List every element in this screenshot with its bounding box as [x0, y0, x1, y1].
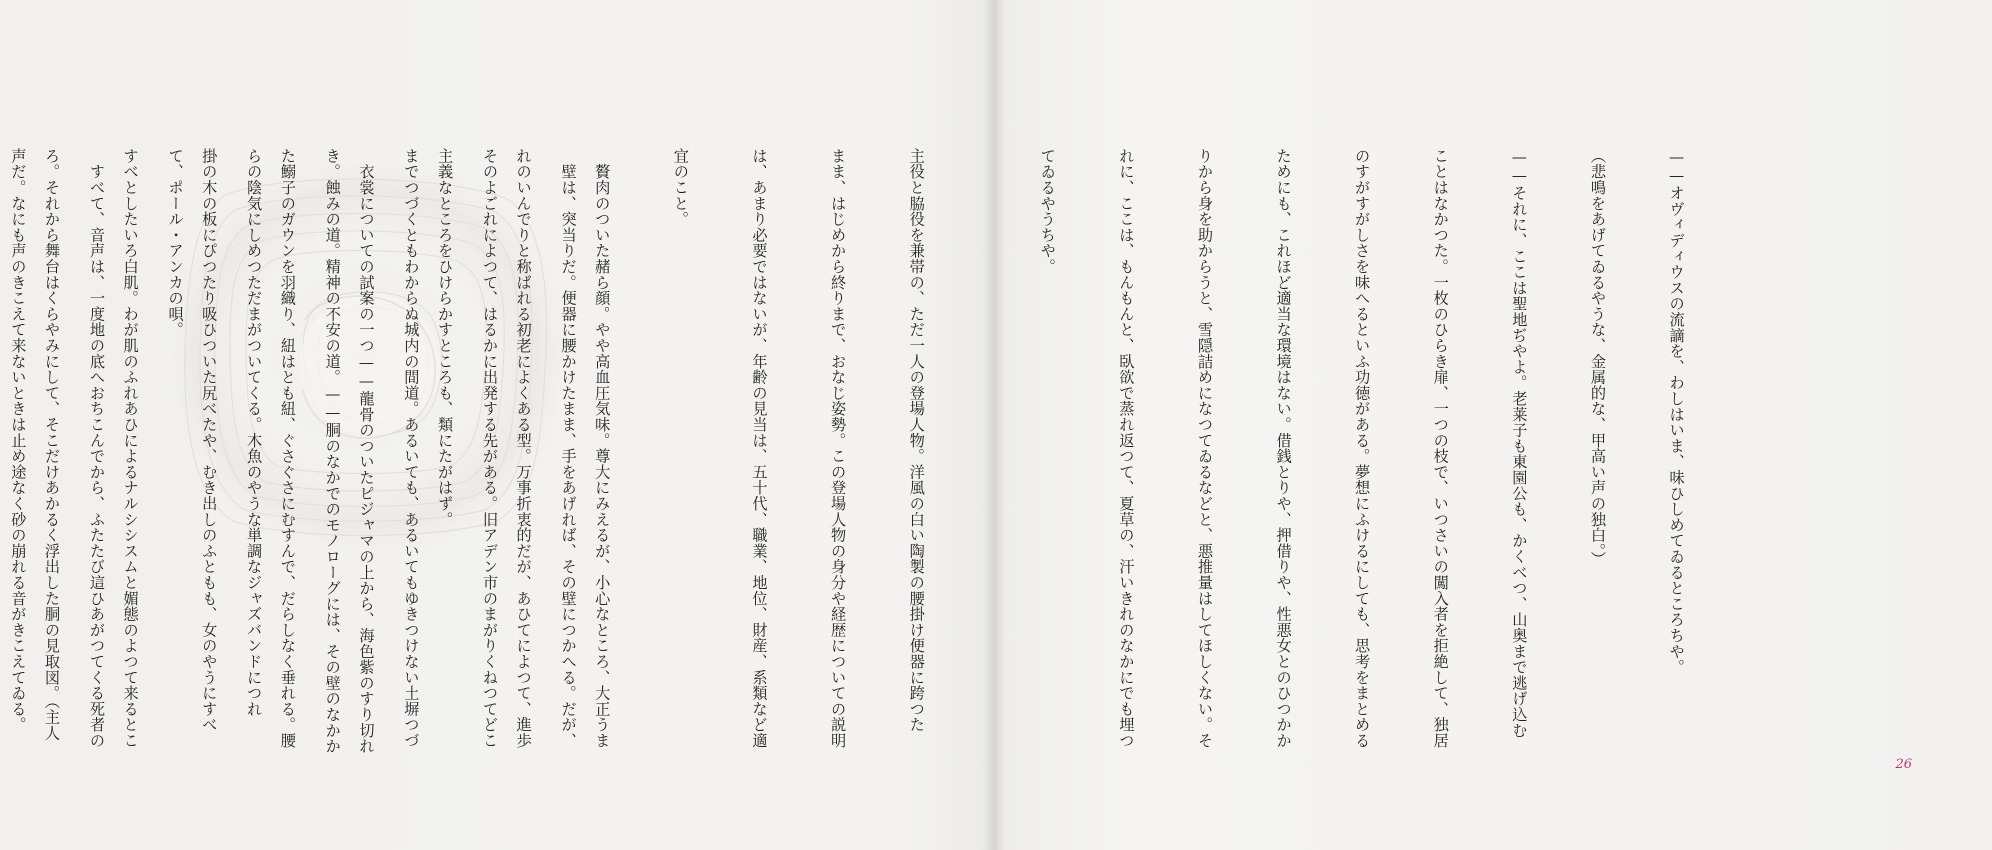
text-line: 贅肉のついた赭ら顔。やや高血圧気味。尊大にみえるが、小心なところ、大正うま: [593, 148, 612, 749]
text-line: れに、ここは、もんもんと、臥欲で蒸れ返つて、夏草の、汗いきれのなかにでも埋つ: [1117, 148, 1136, 749]
text-line: すべとしたいろ白肌。わが肌のふれあひによるナルシシスムと媚態のよつて来るとこ: [121, 148, 140, 749]
text-line: 主義なところをひけらかすところも、類にたがはず。: [436, 148, 455, 528]
text-line: ——それに、ここは聖地ぢやよ。老莱子も東園公も、かくべつ、山奥まで逃げ込む: [1510, 148, 1529, 739]
page-number: 26: [1895, 757, 1912, 772]
text-line: 声だ。なにも声のきこえて来ないときは止め途なく砂の崩れる音がきこえてゐる。: [9, 148, 28, 733]
text-line: 壁は、突当りだ。便器に腰かけたまま、手をあげれば、その壁につかへる。だが、: [559, 148, 578, 749]
text-line: 主役と脇役を兼帯の、ただ一人の登場人物。洋風の白い陶製の腰掛け便器に跨つた: [907, 148, 926, 733]
text-line: まま、はじめから終りまで、おなじ姿勢。この登場人物の身分や経歴についての説明: [829, 148, 848, 749]
text-line: た鰯子のガウンを羽織り、紐はとも紐、ぐさぐさにむすんで、だらしなく垂れる。腰: [278, 148, 297, 749]
text-line: りから身を助からうと、雪隠詰めになつてゐるなどと、悪推量はしてほしくない。そ: [1195, 148, 1214, 749]
text-line: ことはなかつた。一枚のひらき扉、一つの枝で、いつさいの闖入者を拒絶して、独居: [1431, 148, 1450, 749]
text-line: れのいんでりと称ばれる初老によくある型。万事折衷的だが、あひてによつて、進歩: [514, 148, 533, 749]
text-line: てゐるやうちや。: [1038, 148, 1057, 275]
text-line: ろ。それから舞台はくらやみにして、そこだけあかるく浮出した胴の見取図。（主人: [43, 148, 61, 741]
text-line: き。蝕みの道。精神の不安の道。——胴のなかでのモノローグには、その壁のなかか: [323, 148, 342, 754]
text-line: は、あまり必要ではないが、年齢の見当は、五十代、職業、地位、財産、系類など適: [750, 148, 769, 749]
right-body-text: [0, 148, 1742, 754]
text-line: ——オヴィディウスの流謫を、わしはいま、味ひしめてゐるところちや。: [1667, 148, 1686, 675]
text-line: すべて、音声は、一度地の底へおちこんでから、ふたたび這ひあがつてくる死者の: [87, 148, 106, 749]
text-line: そのよごれによつて、はるかに出発する先がある。旧アデン市のまがりくねつてどこ: [480, 148, 499, 749]
text-line: ためにも、これほど適当な環境はない。借銭とりや、押借りや、性悪女とのひつかか: [1274, 148, 1293, 749]
text-line: のすがすがしさを味へるといふ功徳がある。夢想にふけるにしても、思考をまとめる: [1353, 148, 1372, 749]
text-line: 衣裳についての試案の一つ——龍骨のついたピジャマの上から、海色紫のすり切れ: [357, 148, 376, 754]
text-line: らの陰気にしめつただまがついてくる。木魚のやうな単調なジャズバンドにつれ: [245, 148, 264, 717]
text-line: までつづくともわからぬ城内の間道。あるいても、あるいてもゆきつけない土塀つづ: [402, 148, 421, 749]
text-line: て、ポール・アンカの唄。: [166, 148, 185, 338]
text-line: 宜のこと。: [671, 148, 690, 227]
text-line: （悲鳴をあげてゐるやうな、金属的な、甲高い声の独白。）: [1588, 148, 1607, 567]
text-line: 掛の木の板にぴつたり吸ひついた尻べたや、むき出しのふともも、女のやうにすべ: [200, 148, 219, 733]
